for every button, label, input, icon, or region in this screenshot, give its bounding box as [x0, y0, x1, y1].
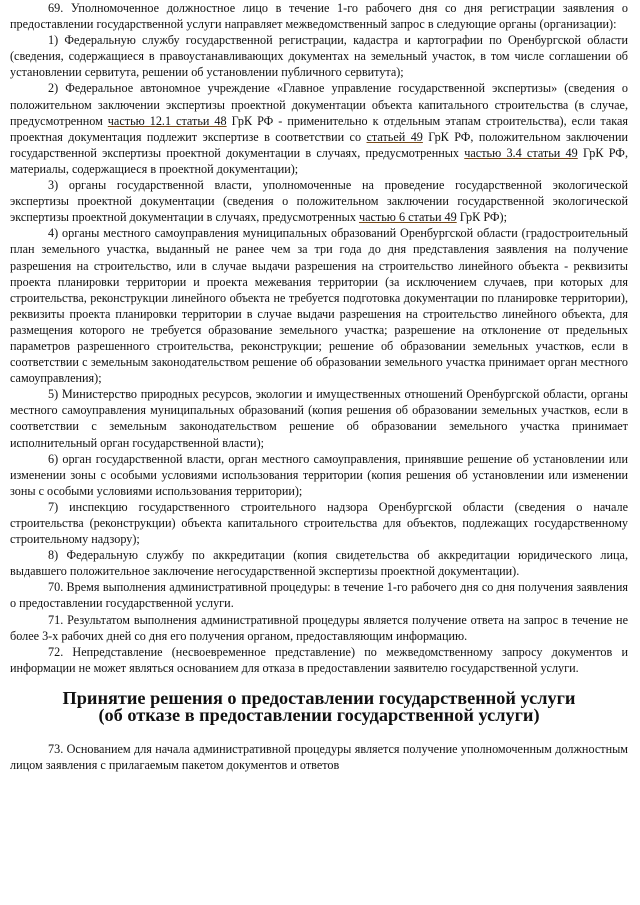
- section-heading-line-2: (об отказе в предоставлении государственной услуги): [98, 704, 540, 725]
- link-part-3-4-article-49[interactable]: частью 3.4 статьи 49: [464, 145, 578, 160]
- section-heading-line-1: Принятие решения о предоставлении государственной услуги: [62, 687, 576, 708]
- list-item-8-accreditation-service: 8) Федеральную службу по аккредитации (копия свидетельства об аккредитации юридического лица, выдавшего положительное заключение негосударственной экспертизы проектной документации).: [10, 548, 628, 579]
- list-item-1-rosreestr: 1) Федеральную службу государственной регистрации, кадастра и картографии по Оренбургской области (сведения, содержащиеся в правоустанавливающих документах на земельный участок, в том числе соглашении об установлении сервитута, решении об установлении публичного сервитута);: [10, 33, 628, 80]
- item-2-text-1: 2) Федеральное автономное учреждение «Главное управление государственной экспертизы» (сведения о положительном заключении экспертизы проектной документации объекта капитального строительства (в случае, предусмотренном: [10, 81, 628, 128]
- list-item-4-local-government: 4) органы местного самоуправления муниципальных образований Оренбургской области (градостроительный план земельного участка, выданный не ранее чем за три года до дня представления заявления на получение разрешения на строительство, или в случае выдачи разрешения на строительство линейного объекта - реквизиты проекта планировки территории и проекта межевания территории (за исключением случаев, при которых для строительства, реконструкции линейного объекта не требуется подготовка документации по планировке территории), реквизиты проекта планировки территории в случае выдачи разрешения на строительство линейного объекта, для размещения которого не требуется образование земельного участка; разрешение на отклонение от предельных параметров разрешенного строительства, реконструкции; решение об образовании земельных участков, если в соответствии с земельным законодательством решение об образовании земельного участка принимает орган местного самоуправления);: [10, 226, 628, 386]
- list-item-5-ministry-natural-resources: 5) Министерство природных ресурсов, экологии и имущественных отношений Оренбургской области, органы местного самоуправления муниципальных образований (копия решения об образовании земельных участков, если в соответствии с земельным законодательством решение об образовании земельного участка принимает исполнительный орган государственной власти);: [10, 387, 628, 450]
- section-heading: [10, 687, 628, 725]
- paragraph-70: 70. Время выполнения административной процедуры: в течение 1-го рабочего дня со дня получения заявления о предоставлении государственной услуги.: [10, 580, 628, 611]
- paragraph-73: 73. Основанием для начала административной процедуры является получение уполномоченным должностным лицом заявления с прилагаемым пакетом документов и ответов: [10, 741, 628, 773]
- paragraph-69: 69. Уполномоченное должностное лицо в течение 1-го рабочего дня со дня регистрации заявления о предоставлении государственной услуги направляет межведомственный запрос в следующие органы (организации):: [10, 1, 628, 32]
- list-item-2-glavgosexpertiza: [10, 80, 628, 177]
- list-item-6-zone-authority: 6) орган государственной власти, орган местного самоуправления, принявшие решение об установлении или изменении зоны с особыми условиями использования территории (копия решения об установлении или изменении зоны с особыми условиями использования территории);: [10, 451, 628, 498]
- item-2-text-2: ГрК РФ - применительно к отдельным этапам строительства), если такая проектная документация подлежит экспертизе в соответствии со: [10, 113, 628, 144]
- link-article-49[interactable]: статьей 49: [366, 129, 423, 144]
- link-part-12-1-article-48[interactable]: частью 12.1 статьи 48: [107, 113, 227, 128]
- list-item-3-ecological-expertise: [10, 177, 628, 225]
- list-item-7-construction-inspection: 7) инспекцию государственного строительного надзора Оренбургской области (сведения о начале строительства (реконструкции) объекта капитального строительства для объектов, подлежащих государственному строительному надзору);: [10, 499, 628, 547]
- item-2-text-3: ГрК РФ, положительном заключении государственной экспертизы проектной документации в случаях, предусмотренных: [10, 129, 629, 160]
- link-part-6-article-49[interactable]: частью 6 статьи 49: [358, 210, 457, 225]
- item-3-text-2: ГрК РФ);: [456, 210, 507, 225]
- item-3-text-1: 3) органы государственной власти, уполномоченные на проведение государственной экологической экспертизы проектной документации (сведения о положительном заключении государственной экологической экспертизы проектной документации в случаях, предусмотренных: [10, 178, 628, 225]
- paragraph-71: 71. Результатом выполнения административной процедуры является получение ответа на запрос в течение не более 3-х рабочих дней со дня его получения органом, предоставляющим информацию.: [10, 612, 628, 643]
- paragraph-72: 72. Непредставление (несвоевременное представление) по межведомственному запросу документов и информации не может являться основанием для отказа в предоставлении заявителю государственной услуги.: [10, 644, 628, 675]
- item-2-text-4: ГрК РФ, материалы, содержащиеся в проектной документации);: [10, 145, 628, 176]
